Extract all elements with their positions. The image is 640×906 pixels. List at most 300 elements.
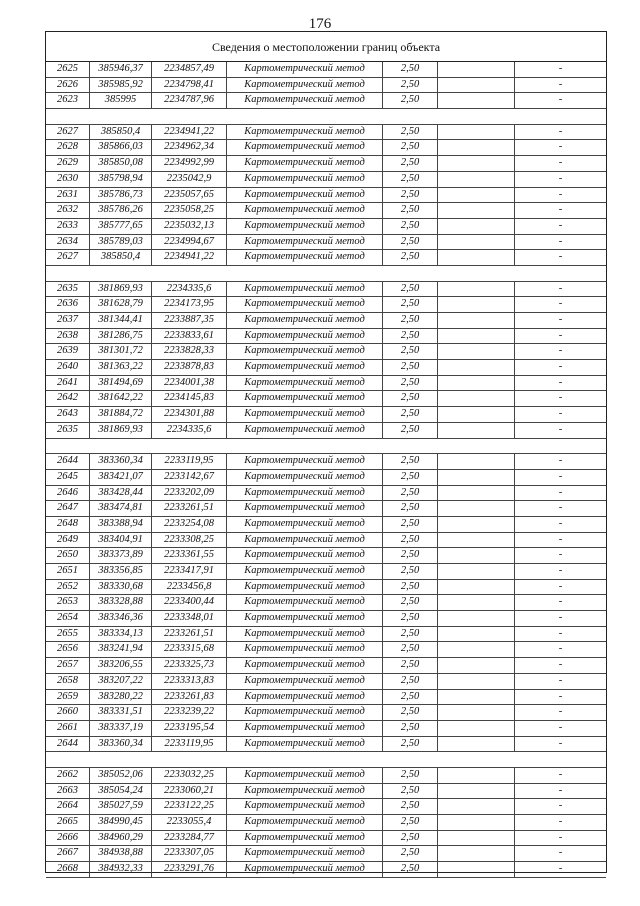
accuracy-cell: 2,50 (383, 250, 438, 265)
dash-cell: - (558, 157, 563, 169)
dash-cell: - (558, 706, 563, 718)
y-coordinate-cell: 2233313,83 (152, 674, 227, 689)
y-coordinate-cell: 2234941,22 (152, 125, 227, 140)
method-cell: Картометрический метод (227, 62, 383, 77)
x-coordinate-cell: 385789,03 (90, 235, 152, 250)
point-number-cell: 2648 (46, 517, 90, 532)
dash-cell: - (558, 219, 563, 231)
dash-cell: - (558, 565, 563, 576)
x-coordinate-cell: 383331,51 (90, 705, 152, 720)
description-cell (438, 250, 515, 265)
point-number-cell: 2635 (46, 423, 90, 438)
dash-cell: - (558, 455, 563, 467)
accuracy-cell: 2,50 (383, 674, 438, 689)
table-row (46, 642, 606, 658)
y-coordinate-cell: 2234962,34 (152, 140, 227, 155)
accuracy-cell: 2,50 (383, 815, 438, 830)
x-coordinate-cell: 381301,72 (90, 344, 152, 359)
contour-separator-row (46, 439, 606, 455)
method-cell: Картометрический метод (227, 282, 383, 297)
dash-cell: - (558, 282, 563, 294)
x-coordinate-cell: 385786,73 (90, 188, 152, 203)
x-coordinate-cell: 385054,24 (90, 784, 152, 799)
description-cell (438, 674, 515, 689)
x-coordinate-cell: 383346,36 (90, 611, 152, 626)
y-coordinate-cell: 2233887,35 (152, 313, 227, 328)
description-cell (438, 705, 515, 720)
table-row (46, 376, 606, 392)
x-coordinate-cell: 385777,65 (90, 219, 152, 234)
x-coordinate-cell: 383360,34 (90, 454, 152, 469)
table-row (46, 784, 606, 800)
method-cell: Картометрический метод (227, 313, 383, 328)
method-cell: Картометрический метод (227, 501, 383, 516)
method-cell: Картометрический метод (227, 156, 383, 171)
point-number-cell: 2657 (46, 658, 90, 673)
method-cell: Картометрический метод (227, 140, 383, 155)
table-row (46, 391, 606, 407)
y-coordinate-cell: 2234992,99 (152, 156, 227, 171)
method-cell: Картометрический метод (227, 203, 383, 218)
description-cell (438, 831, 515, 846)
accuracy-cell: 2,50 (383, 768, 438, 783)
y-coordinate-cell: 2234335,6 (152, 282, 227, 297)
accuracy-cell: 2,50 (383, 454, 438, 469)
table-row (46, 454, 606, 470)
separator-cell (46, 266, 606, 281)
table-row (46, 344, 606, 360)
description-cell (438, 282, 515, 297)
method-cell: Картометрический метод (227, 376, 383, 391)
method-cell: Картометрический метод (227, 784, 383, 799)
description-cell (438, 595, 515, 610)
accuracy-cell: 2,50 (383, 784, 438, 799)
dash-cell: - (558, 627, 563, 639)
table-row (46, 313, 606, 329)
y-coordinate-cell: 2233202,09 (152, 486, 227, 501)
accuracy-cell: 2,50 (383, 627, 438, 642)
x-coordinate-cell: 381869,93 (90, 282, 152, 297)
table-row (46, 62, 606, 78)
x-coordinate-cell: 381869,93 (90, 423, 152, 438)
table-row (46, 360, 606, 376)
separator-cell (46, 439, 606, 454)
point-number-cell: 2639 (46, 344, 90, 359)
x-coordinate-cell: 384990,45 (90, 815, 152, 830)
x-coordinate-cell: 383334,13 (90, 627, 152, 642)
point-number-cell: 2652 (46, 580, 90, 595)
method-cell: Картометрический метод (227, 407, 383, 422)
point-number-cell: 2629 (46, 156, 90, 171)
method-cell: Картометрический метод (227, 219, 383, 234)
point-number-cell: 2651 (46, 564, 90, 579)
dash-cell: - (558, 125, 563, 137)
description-cell (438, 846, 515, 861)
point-number-cell: 2654 (46, 611, 90, 626)
dash-cell: - (558, 204, 563, 216)
accuracy-cell: 2,50 (383, 235, 438, 250)
accuracy-cell: 2,50 (383, 188, 438, 203)
point-number-cell: 2645 (46, 470, 90, 485)
x-coordinate-cell: 384960,29 (90, 831, 152, 846)
accuracy-cell: 2,50 (383, 862, 438, 877)
x-coordinate-cell: 381344,41 (90, 313, 152, 328)
y-coordinate-cell: 2233417,91 (152, 564, 227, 579)
dash-cell: - (558, 345, 563, 357)
point-number-cell: 2626 (46, 78, 90, 93)
method-cell: Картометрический метод (227, 642, 383, 657)
accuracy-cell: 2,50 (383, 391, 438, 406)
y-coordinate-cell: 2234941,22 (152, 250, 227, 265)
description-cell (438, 313, 515, 328)
point-number-cell: 2661 (46, 721, 90, 736)
table-row (46, 282, 606, 298)
dash-cell: - (558, 596, 563, 608)
description-cell (438, 140, 515, 155)
contour-separator-row (46, 752, 606, 768)
accuracy-cell: 2,50 (383, 533, 438, 548)
dash-cell: - (558, 141, 563, 153)
accuracy-cell: 2,50 (383, 62, 438, 77)
x-coordinate-cell: 385850,4 (90, 125, 152, 140)
dash-cell: - (558, 63, 563, 74)
x-coordinate-cell: 381363,22 (90, 360, 152, 375)
dash-cell: - (558, 612, 563, 624)
table-row (46, 203, 606, 219)
y-coordinate-cell: 2234173,95 (152, 297, 227, 312)
accuracy-cell: 2,50 (383, 721, 438, 736)
table-row (46, 125, 606, 141)
point-number-cell: 2627 (46, 250, 90, 265)
dash-cell: - (558, 533, 563, 545)
x-coordinate-cell: 385052,06 (90, 768, 152, 783)
x-coordinate-cell: 381642,22 (90, 391, 152, 406)
dash-cell: - (558, 847, 563, 859)
accuracy-cell: 2,50 (383, 548, 438, 563)
point-number-cell: 2630 (46, 172, 90, 187)
dash-cell: - (558, 486, 563, 498)
method-cell: Картометрический метод (227, 297, 383, 312)
table-row (46, 799, 606, 815)
table-row (46, 407, 606, 423)
point-number-cell: 2650 (46, 548, 90, 563)
table-row (46, 470, 606, 486)
method-cell: Картометрический метод (227, 799, 383, 814)
y-coordinate-cell: 2234301,88 (152, 407, 227, 422)
accuracy-cell: 2,50 (383, 846, 438, 861)
accuracy-cell: 2,50 (383, 611, 438, 626)
separator-cell (46, 752, 606, 767)
table-row (46, 140, 606, 156)
y-coordinate-cell: 2233261,83 (152, 690, 227, 705)
x-coordinate-cell: 385850,4 (90, 250, 152, 265)
method-cell: Картометрический метод (227, 580, 383, 595)
y-coordinate-cell: 2233400,44 (152, 595, 227, 610)
description-cell (438, 376, 515, 391)
method-cell: Картометрический метод (227, 470, 383, 485)
table-row (46, 580, 606, 596)
point-number-cell: 2628 (46, 140, 90, 155)
accuracy-cell: 2,50 (383, 564, 438, 579)
description-cell (438, 423, 515, 438)
description-cell (438, 548, 515, 563)
method-cell: Картометрический метод (227, 862, 383, 877)
method-cell: Картометрический метод (227, 93, 383, 108)
accuracy-cell: 2,50 (383, 705, 438, 720)
method-cell: Картометрический метод (227, 564, 383, 579)
x-coordinate-cell: 383330,68 (90, 580, 152, 595)
accuracy-cell: 2,50 (383, 297, 438, 312)
dash-cell: - (558, 549, 563, 561)
x-coordinate-cell: 384938,88 (90, 846, 152, 861)
x-coordinate-cell: 383207,22 (90, 674, 152, 689)
dash-cell: - (558, 768, 563, 780)
description-cell (438, 454, 515, 469)
point-number-cell: 2646 (46, 486, 90, 501)
table-row (46, 705, 606, 721)
x-coordinate-cell: 383474,81 (90, 501, 152, 516)
dash-cell: - (558, 361, 563, 373)
point-number-cell: 2667 (46, 846, 90, 861)
table-row (46, 156, 606, 172)
point-number-cell: 2655 (46, 627, 90, 642)
accuracy-cell: 2,50 (383, 658, 438, 673)
separator-cell (46, 109, 606, 124)
accuracy-cell: 2,50 (383, 423, 438, 438)
y-coordinate-cell: 2233325,73 (152, 658, 227, 673)
x-coordinate-cell: 381494,69 (90, 376, 152, 391)
point-number-cell: 2644 (46, 737, 90, 752)
dash-cell: - (558, 298, 563, 310)
description-cell (438, 235, 515, 250)
table-row (46, 250, 606, 266)
description-cell (438, 642, 515, 657)
table-row (46, 627, 606, 643)
point-number-cell: 2637 (46, 313, 90, 328)
x-coordinate-cell: 383337,19 (90, 721, 152, 736)
description-cell (438, 784, 515, 799)
point-number-cell: 2659 (46, 690, 90, 705)
dash-cell: - (558, 816, 563, 827)
description-cell (438, 329, 515, 344)
dash-cell: - (558, 314, 563, 325)
y-coordinate-cell: 2233284,77 (152, 831, 227, 846)
dash-cell: - (558, 737, 563, 749)
y-coordinate-cell: 2235042,9 (152, 172, 227, 187)
method-cell: Картометрический метод (227, 235, 383, 250)
x-coordinate-cell: 383328,88 (90, 595, 152, 610)
accuracy-cell: 2,50 (383, 78, 438, 93)
y-coordinate-cell: 2234001,38 (152, 376, 227, 391)
description-cell (438, 93, 515, 108)
description-cell (438, 391, 515, 406)
description-cell (438, 658, 515, 673)
description-cell (438, 407, 515, 422)
accuracy-cell: 2,50 (383, 219, 438, 234)
x-coordinate-cell: 385866,03 (90, 140, 152, 155)
method-cell: Картометрический метод (227, 78, 383, 93)
point-number-cell: 2663 (46, 784, 90, 799)
description-cell (438, 297, 515, 312)
method-cell: Картометрический метод (227, 533, 383, 548)
accuracy-cell: 2,50 (383, 360, 438, 375)
method-cell: Картометрический метод (227, 188, 383, 203)
y-coordinate-cell: 2233195,54 (152, 721, 227, 736)
x-coordinate-cell: 385946,37 (90, 62, 152, 77)
x-coordinate-cell: 383373,89 (90, 548, 152, 563)
x-coordinate-cell: 381628,79 (90, 297, 152, 312)
description-cell (438, 172, 515, 187)
x-coordinate-cell: 381884,72 (90, 407, 152, 422)
table-body (46, 62, 606, 878)
x-coordinate-cell: 383388,94 (90, 517, 152, 532)
x-coordinate-cell: 381286,75 (90, 329, 152, 344)
accuracy-cell: 2,50 (383, 517, 438, 532)
description-cell (438, 533, 515, 548)
method-cell: Картометрический метод (227, 674, 383, 689)
y-coordinate-cell: 2233055,4 (152, 815, 227, 830)
table-row (46, 846, 606, 862)
point-number-cell: 2641 (46, 376, 90, 391)
y-coordinate-cell: 2234994,67 (152, 235, 227, 250)
point-number-cell: 2643 (46, 407, 90, 422)
y-coordinate-cell: 2234335,6 (152, 423, 227, 438)
description-cell (438, 125, 515, 140)
method-cell: Картометрический метод (227, 831, 383, 846)
description-cell (438, 501, 515, 516)
table-row (46, 862, 606, 878)
table-row (46, 721, 606, 737)
y-coordinate-cell: 2233119,95 (152, 454, 227, 469)
dash-cell: - (558, 580, 563, 592)
y-coordinate-cell: 2233261,51 (152, 627, 227, 642)
dash-cell: - (558, 235, 563, 247)
point-number-cell: 2633 (46, 219, 90, 234)
x-coordinate-cell: 383360,34 (90, 737, 152, 752)
table-row (46, 658, 606, 674)
dash-cell: - (558, 94, 563, 106)
x-coordinate-cell: 385850,08 (90, 156, 152, 171)
x-coordinate-cell: 385985,92 (90, 78, 152, 93)
table-row (46, 329, 606, 345)
point-number-cell: 2666 (46, 831, 90, 846)
method-cell: Картометрический метод (227, 721, 383, 736)
method-cell: Картометрический метод (227, 611, 383, 626)
dash-cell: - (558, 470, 563, 482)
method-cell: Картометрический метод (227, 815, 383, 830)
y-coordinate-cell: 2233315,68 (152, 642, 227, 657)
accuracy-cell: 2,50 (383, 642, 438, 657)
accuracy-cell: 2,50 (383, 282, 438, 297)
point-number-cell: 2664 (46, 799, 90, 814)
method-cell: Картометрический метод (227, 172, 383, 187)
table-row (46, 564, 606, 580)
dash-cell: - (558, 502, 563, 514)
point-number-cell: 2656 (46, 642, 90, 657)
accuracy-cell: 2,50 (383, 203, 438, 218)
method-cell: Картометрический метод (227, 125, 383, 140)
dash-cell: - (558, 376, 563, 388)
dash-cell: - (558, 408, 563, 420)
description-cell (438, 62, 515, 77)
point-number-cell: 2665 (46, 815, 90, 830)
accuracy-cell: 2,50 (383, 831, 438, 846)
accuracy-cell: 2,50 (383, 690, 438, 705)
point-number-cell: 2632 (46, 203, 90, 218)
table-row (46, 93, 606, 109)
dash-cell: - (558, 643, 563, 655)
y-coordinate-cell: 2233119,95 (152, 737, 227, 752)
contour-separator-row (46, 109, 606, 125)
table-row (46, 831, 606, 847)
description-cell (438, 203, 515, 218)
point-number-cell: 2668 (46, 862, 90, 877)
point-number-cell: 2658 (46, 674, 90, 689)
method-cell: Картометрический метод (227, 454, 383, 469)
point-number-cell: 2642 (46, 391, 90, 406)
y-coordinate-cell: 2233291,76 (152, 862, 227, 877)
description-cell (438, 799, 515, 814)
method-cell: Картометрический метод (227, 423, 383, 438)
dash-cell: - (558, 721, 563, 733)
dash-cell: - (558, 863, 563, 875)
description-cell (438, 862, 515, 877)
y-coordinate-cell: 2233060,21 (152, 784, 227, 799)
accuracy-cell: 2,50 (383, 172, 438, 187)
page-number: 176 (308, 16, 332, 32)
y-coordinate-cell: 2233142,67 (152, 470, 227, 485)
table-row (46, 219, 606, 235)
y-coordinate-cell: 2233308,25 (152, 533, 227, 548)
table-row (46, 188, 606, 204)
description-cell (438, 737, 515, 752)
y-coordinate-cell: 2233307,05 (152, 846, 227, 861)
y-coordinate-cell: 2234798,41 (152, 78, 227, 93)
point-number-cell: 2634 (46, 235, 90, 250)
method-cell: Картометрический метод (227, 737, 383, 752)
table-row (46, 690, 606, 706)
method-cell: Картометрический метод (227, 391, 383, 406)
description-cell (438, 188, 515, 203)
accuracy-cell: 2,50 (383, 799, 438, 814)
dash-cell: - (558, 78, 563, 90)
dash-cell: - (558, 800, 563, 812)
description-cell (438, 344, 515, 359)
x-coordinate-cell: 385786,26 (90, 203, 152, 218)
point-number-cell: 2636 (46, 297, 90, 312)
dash-cell: - (558, 674, 563, 686)
accuracy-cell: 2,50 (383, 470, 438, 485)
dash-cell: - (558, 329, 563, 341)
y-coordinate-cell: 2235032,13 (152, 219, 227, 234)
point-number-cell: 2631 (46, 188, 90, 203)
x-coordinate-cell: 383421,07 (90, 470, 152, 485)
table-row (46, 517, 606, 533)
description-cell (438, 627, 515, 642)
method-cell: Картометрический метод (227, 658, 383, 673)
boundary-table (45, 31, 607, 873)
description-cell (438, 360, 515, 375)
x-coordinate-cell: 385027,59 (90, 799, 152, 814)
table-title: Сведения о местоположении границ объекта (46, 32, 606, 62)
method-cell: Картометрический метод (227, 360, 383, 375)
description-cell (438, 564, 515, 579)
dash-cell: - (558, 517, 563, 529)
method-cell: Картометрический метод (227, 548, 383, 563)
method-cell: Картометрический метод (227, 329, 383, 344)
y-coordinate-cell: 2233456,8 (152, 580, 227, 595)
dash-cell: - (558, 659, 563, 671)
